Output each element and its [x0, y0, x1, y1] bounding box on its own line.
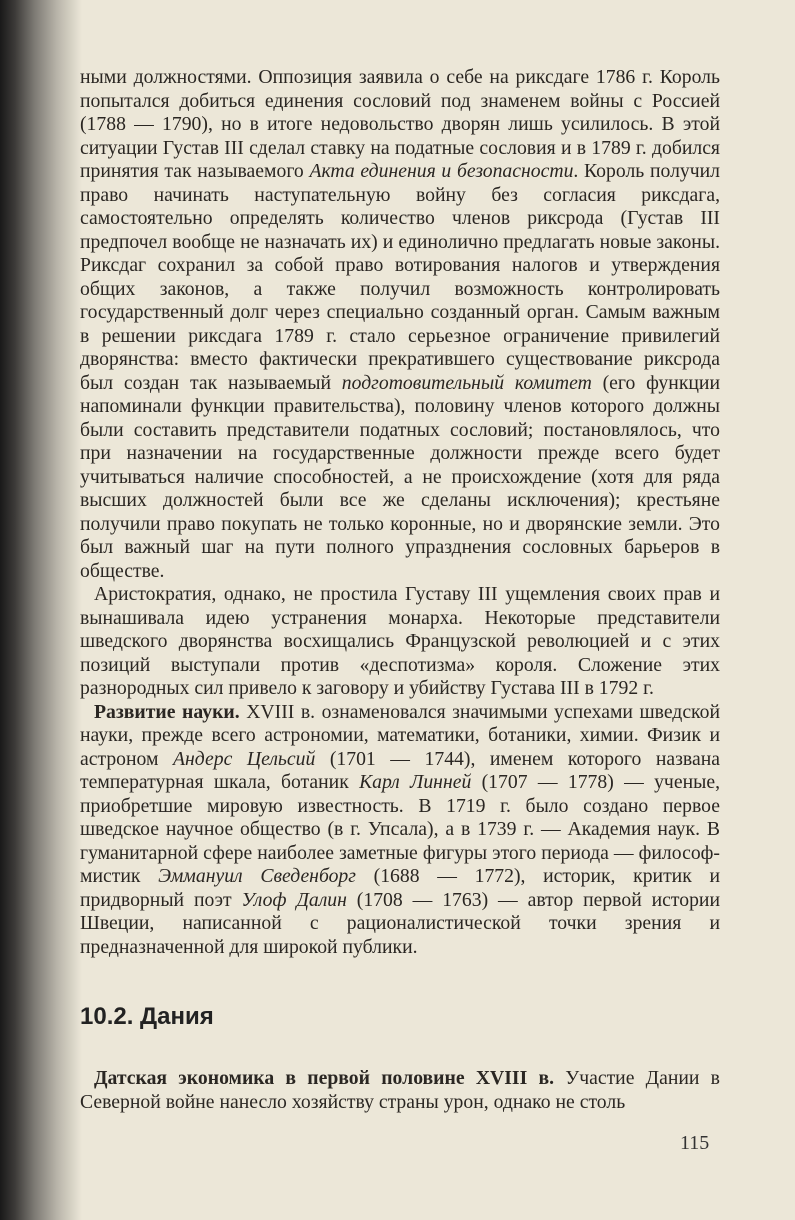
run-in-heading-science: Развитие науки.: [94, 700, 240, 723]
section-title: 10.2. Дания: [80, 1003, 214, 1030]
text-run: (1701 — 1744), именем которого названа температурная шкала, ботаник: [80, 747, 720, 793]
name-linnaeus: Карл Линней: [359, 771, 472, 793]
name-celsius: Андерс Цельсий: [173, 747, 316, 770]
term-preparatory-committee: подготовительный комитет: [341, 371, 592, 394]
paragraph-science: [80, 701, 720, 960]
text-run: Участие Дании в Северной войне нанесло хозяйству страны урон, однако не столь: [80, 1067, 720, 1113]
text-run: (1708 — 1763) — автор первой истории Швеции, написанной с рационалистической точки зрения и предназначенной для широкой публики.: [80, 888, 720, 958]
text-run: (его функции напоминали функции правительства), половину членов которого должны были составить представители податных сословий; постановлялось, что при назначении на государственные должности прежде всего будет учитываться наличие способностей, а не происхождение (хотя для ряда высших должностей были все же сделаны исключения); крестьяне получили право покупать не только коронные, но и дворянские земли. Это был важный шаг на пути полного упразднения сословных барьеров в обществе.: [80, 371, 720, 582]
text-run: (1707 — 1778) — ученые, приобретшие мировую известность. В 1719 г. было создано первое шведское научное общество (в г. Упсала), а в 1739 г. — Академия наук. В гуманитарной сфере наиболее заметные фигуры этого периода — философ-мистик: [80, 771, 720, 887]
text-run: ными должностями. Оппозиция заявила о себе на риксдаге 1786 г. Король попытался добиться единения сословий под знаменем войны с Россией (1788 — 1790), но в итоге недовольство дворян лишь усилилось. В этой ситуации Густав III сделал ставку на податные сословия и в 1789 г. добился принятия так называемого: [80, 66, 720, 182]
text-run: (1688 — 1772), историк, критик и придворный поэт: [80, 865, 720, 911]
book-binding-shadow: [0, 0, 82, 1220]
text-run: XVIII в. ознаменовался значимыми успехами шведской науки, прежде всего астрономии, математики, ботаники, химии. Физик и астроном: [80, 700, 721, 770]
page-body: [80, 66, 720, 1114]
name-swedenborg: Эммануил Сведенборг: [158, 865, 356, 887]
text-run: . Король получил право начинать наступательную войну без согласия риксдага, самостоятельно определять количество членов риксрода (Густав III предпочел вообще не назначать их) и единолично предлагать новые законы. Риксдаг сохранил за собой право вотирования налогов и утверждения общих законов, а также получил возможность контролировать государственный долг через специально созданный орган. Самым важным в решении риксдага 1789 г. стало серьезное ограничение привилегий дворянства: вместо фактически прекратившего существование риксрода был создан так называемый: [80, 160, 720, 394]
paragraph-aristocracy: Аристократия, однако, не простила Густаву III ущемления своих прав и вынашивала идею устранения монарха. Некоторые представители шведского дворянства восхищались Французской революцией и с этих позиций выступали против «деспотизма» короля. Сложение этих разнородных сил привело к заговору и убийству Густава III в 1792 г.: [80, 583, 720, 699]
run-in-heading-economy: Датская экономика в первой половине XVIII в.: [94, 1067, 555, 1089]
page-number: 115: [680, 1132, 710, 1154]
paragraph-danish-economy: [80, 1067, 720, 1114]
name-dalin: Улоф Далин: [241, 888, 347, 911]
paragraph-gustav-reforms: [80, 66, 720, 583]
term-act-of-union: Акта единения и безопасности: [309, 160, 574, 182]
